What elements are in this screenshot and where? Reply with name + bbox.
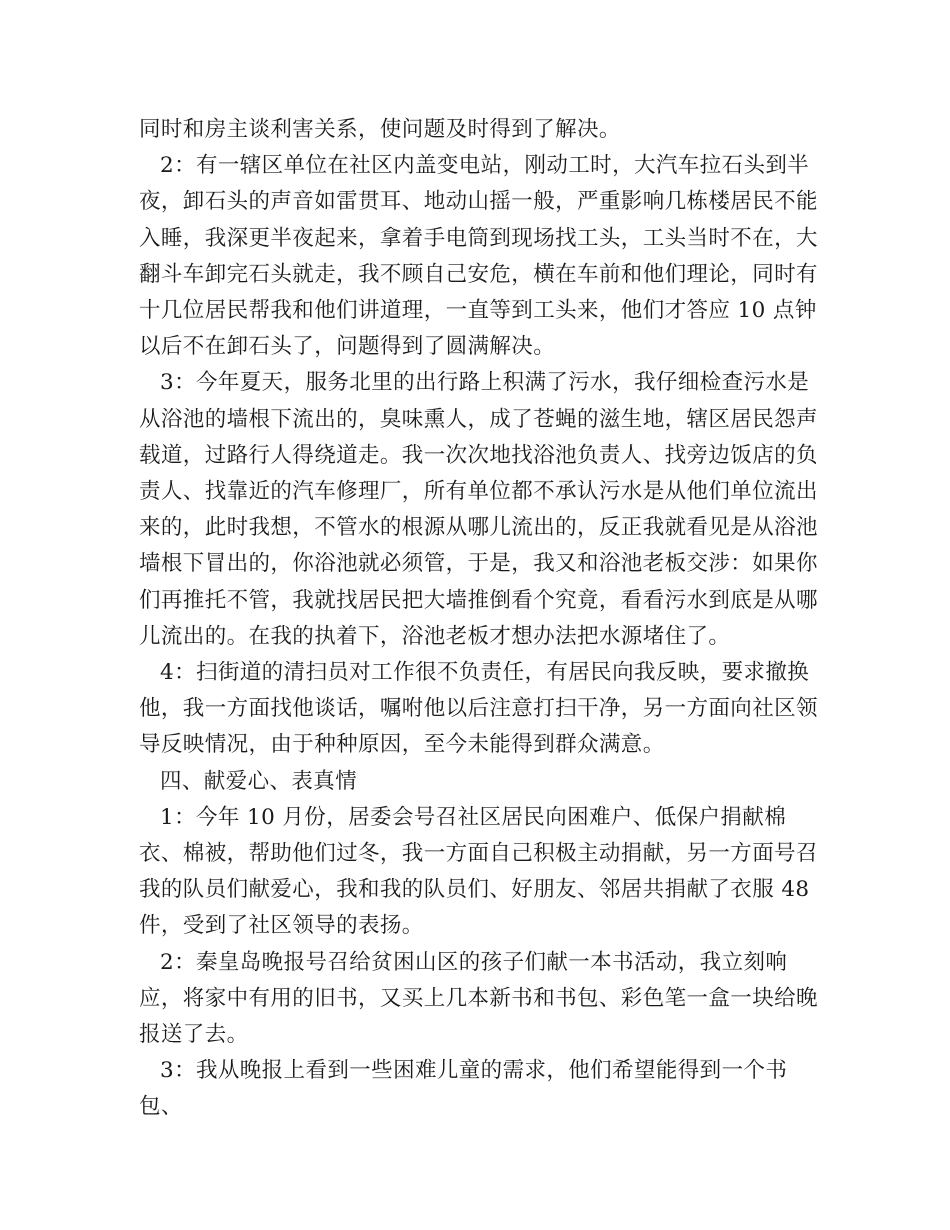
paragraph: 同时和房主谈利害关系，使问题及时得到了解决。 bbox=[139, 117, 621, 142]
paragraph: 2：有一辖区单位在社区内盖变电站，刚动工时，大汽车拉石头到半夜，卸石头的声音如雷贯耳、地动山摇一般，严重影响几栋楼居民不能入睡，我深更半夜起来，拿着手电筒到现场找工头，工头当时不在，大翻斗车卸完石头就走，我不顾自己安危，横在车前和他们理论，同时有十几位居民帮我和他们讲道理，一直等到工头来，他们才答应 10 点钟以后不在卸石头了，问题得到了圆满解决。 bbox=[139, 153, 818, 360]
paragraph: 2：秦皇岛晚报号召给贫困山区的孩子们献一本书活动，我立刻响应，将家中有用的旧书，又买上几本新书和书包、彩色笔一盒一块给晚报送了去。 bbox=[139, 949, 818, 1048]
document-body bbox=[139, 112, 819, 1126]
paragraph: 3：我从晚报上看到一些困难儿童的需求，他们希望能得到一个书包、 bbox=[139, 1058, 788, 1120]
section-heading: 四、献爱心、表真情 bbox=[160, 768, 358, 794]
paragraph: 3：今年夏天，服务北里的出行路上积满了污水，我仔细检查污水是从浴池的墙根下流出的，臭味熏人，成了苍蝇的滋生地，辖区居民怨声载道，过路行人得绕道走。我一次次地找浴池负责人、找旁边饭店的负责人、找靠近的汽车修理厂，所有单位都不承认污水是从他们单位流出来的，此时我想，不管水的根源从哪儿流出的，反正我就看见是从浴池墙根下冒出的，你浴池就必须管，于是，我又和浴池老板交涉：如果你们再推托不管，我就找居民把大墙推倒看个究竟，看看污水到底是从哪儿流出的。在我的执着下，浴池老板才想办法把水源堵住了。 bbox=[139, 370, 818, 649]
paragraph: 4：扫街道的清扫员对工作很不负责任，有居民向我反映，要求撤换他，我一方面找他谈话，嘱咐他以后注意打扫干净，另一方面向社区领导反映情况，由于种种原因，至今未能得到群众满意。 bbox=[139, 660, 818, 758]
paragraph: 1：今年 10 月份，居委会号召社区居民向困难户、低保户捐献棉衣、棉被，帮助他们过冬，我一方面自己积极主动捐献，另一方面号召我的队员们献爱心，我和我的队员们、好朋友、邻居共捐献了衣服 48 件，受到了社区领导的表扬。 bbox=[139, 804, 818, 939]
